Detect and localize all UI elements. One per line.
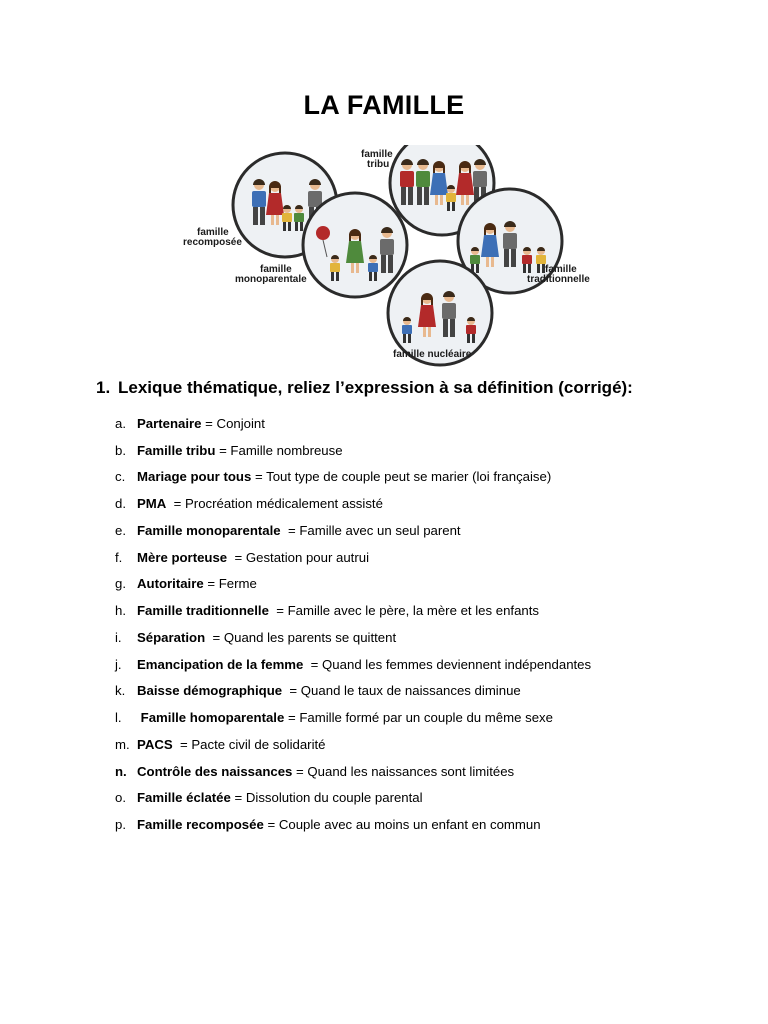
item-term: PMA — [137, 496, 167, 511]
label-nucleaire: famille nucléaire — [393, 349, 472, 360]
item-letter: h. — [115, 603, 126, 618]
family-types-illustration — [175, 145, 615, 367]
item-letter: p. — [115, 817, 126, 832]
item-letter: l. — [115, 710, 122, 725]
item-term: Famille recomposée — [137, 817, 264, 832]
item-term: Emancipation de la femme — [137, 657, 304, 672]
item-definition: = Quand le taux de naissances diminue — [282, 683, 521, 698]
item-definition: = Dissolution du couple parental — [230, 790, 423, 805]
item-letter: b. — [115, 443, 126, 458]
item-term: Partenaire — [137, 416, 202, 431]
section-heading — [96, 378, 633, 398]
item-letter: n. — [115, 764, 127, 779]
item-definition: = Ferme — [203, 576, 257, 591]
item-definition: = Quand les femmes deviennent indépendantes — [303, 657, 592, 672]
item-letter: c. — [115, 469, 126, 484]
item-definition: = Famille formé par un couple du même sexe — [284, 710, 553, 725]
label-recomposee-line1: famille — [197, 227, 229, 238]
item-definition: = Tout type de couple peut se marier (loi française) — [251, 469, 552, 484]
item-term: Mère porteuse — [137, 550, 228, 565]
item-term: Famille traditionnelle — [137, 603, 269, 618]
item-definition: = Couple avec au moins un enfant en commun — [263, 817, 541, 832]
item-letter: g. — [115, 576, 126, 591]
item-term: Baisse démographique — [137, 683, 283, 698]
item-term: Séparation — [137, 630, 206, 645]
item-term: PACS — [137, 737, 173, 752]
item-term: Contrôle des naissances — [137, 764, 293, 779]
circle-monoparentale — [303, 193, 407, 297]
label-traditionnelle-line1: famille — [545, 264, 577, 275]
item-term: Famille tribu — [137, 443, 216, 458]
item-letter: a. — [115, 416, 126, 431]
label-monoparentale-line2: monoparentale — [235, 274, 307, 285]
label-tribu-line2: tribu — [367, 159, 390, 170]
item-definition: = Quand les naissances sont limitées — [292, 764, 515, 779]
item-letter: f. — [115, 550, 123, 565]
item-definition: = Procréation médicalement assisté — [166, 496, 383, 511]
item-letter: m. — [115, 737, 130, 752]
item-letter: e. — [115, 523, 126, 538]
label-traditionnelle-line2: traditionnelle — [527, 274, 590, 285]
item-definition: = Pacte civil de solidarité — [172, 737, 326, 752]
item-letter: j. — [115, 657, 122, 672]
item-term: Famille éclatée — [137, 790, 231, 805]
item-term: Famille homoparentale — [137, 710, 285, 725]
item-definition: = Famille avec le père, la mère et les enfants — [268, 603, 540, 618]
item-definition: = Gestation pour autrui — [227, 550, 370, 565]
item-definition: = Conjoint — [201, 416, 265, 431]
item-definition: = Famille nombreuse — [215, 443, 343, 458]
item-letter: i. — [115, 630, 122, 645]
item-term: Autoritaire — [137, 576, 204, 591]
label-tribu-line1: famille — [361, 149, 393, 160]
section-number: 1. — [96, 378, 111, 397]
item-term: Famille monoparentale — [137, 523, 281, 538]
page-title: LA FAMILLE — [303, 90, 465, 120]
item-definition: = Quand les parents se quittent — [205, 630, 397, 645]
item-letter: d. — [115, 496, 126, 511]
item-term: Mariage pour tous — [137, 469, 252, 484]
section-heading-text: Lexique thématique, reliez l’expression à sa définition (corrigé): — [118, 378, 633, 397]
label-recomposee-line2: recomposée — [183, 237, 242, 248]
item-definition: = Famille avec un seul parent — [280, 523, 461, 538]
item-letter: k. — [115, 683, 126, 698]
label-monoparentale-line1: famille — [260, 264, 292, 275]
item-letter: o. — [115, 790, 126, 805]
